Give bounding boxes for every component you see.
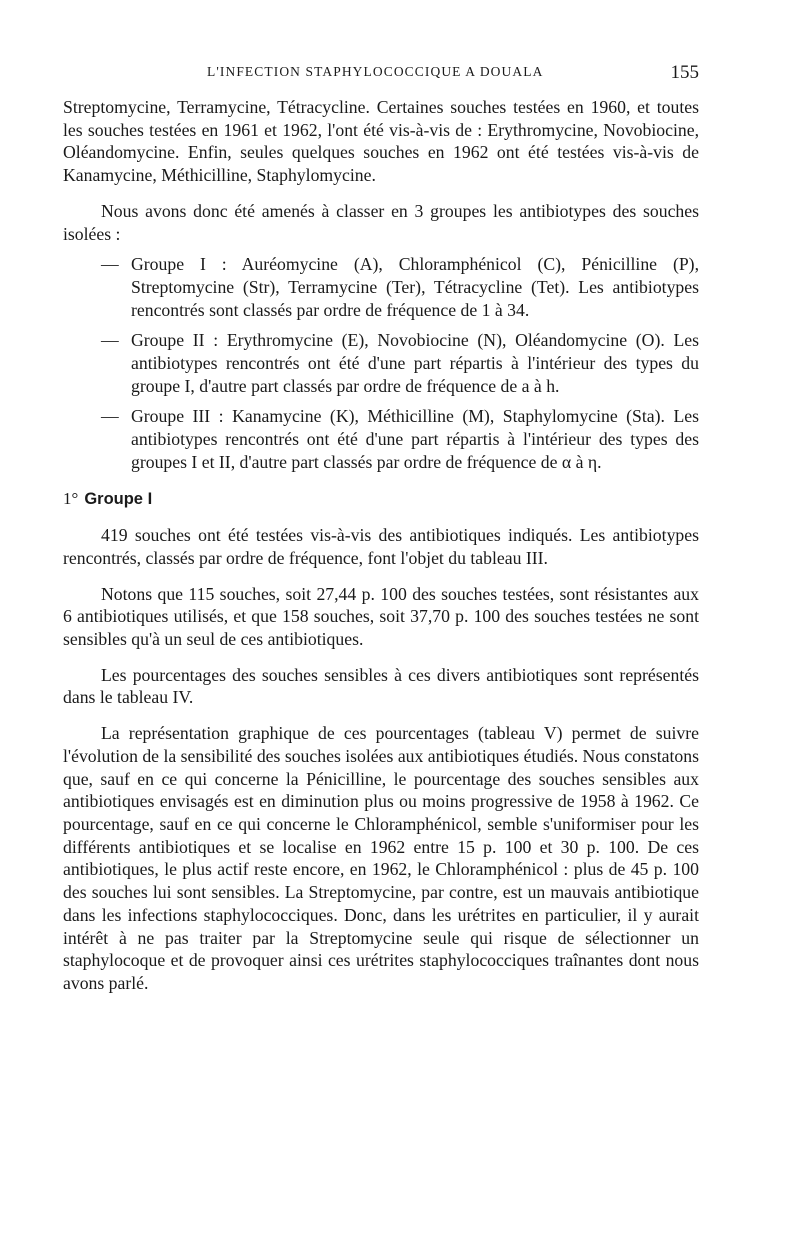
paragraph-graphical-representation: La représentation graphique de ces pourcentages (tableau V) permet de suivre l'évolution de la sensibilité des souches isolées aux antibiotiques étudiés. Nous constatons que, sauf en ce qui concerne la Pénicilline, le pourcentage des souches sensibles aux antibiotiques envisagés est en diminution plus ou moins progressive de 1958 à 1962. Ce pourcentage, sauf en ce qui concerne le Chloramphénicol, semble s'uniformiser pour les différents antibiotiques et se localise en 1962 entre 15 p. 100 et 30 p. 100. De ces antibiotiques, le plus actif reste encore, en 1962, le Chloramphénicol : plus de 45 p. 100 des souches lui sont sensibles. La Streptomycine, par contre, est un mauvais antibiotique dans les infections staphylococciques. Donc, dans les urétrites en particulier, il y aurait intérêt à ne pas traiter par la Streptomycine seule qui risque de sélectionner un staphylocoque et de provoquer ainsi ces urétrites staphylococciques traînantes dont nous avons parlé. xyxy=(63,723,699,993)
group-item-text: Groupe III : Kanamycine (K), Méthicilline (M), Staphylomycine (Sta). Les antibiotypes rencontrés ont été d'une part répartis à l'intérieur des types des groupes I et II, d'autre part classés par ordre de fréquence de α à η. xyxy=(131,406,699,472)
section-number: 1° xyxy=(63,488,79,508)
paragraph-strains-tested: 419 souches ont été testées vis-à-vis des antibiotiques indiqués. Les antibiotypes rencontrés, classés par ordre de fréquence, font l'objet du tableau III. xyxy=(63,525,699,568)
dash-marker: — xyxy=(101,406,119,427)
group-item-2 xyxy=(63,329,699,397)
paragraph-percentages: Les pourcentages des souches sensibles à ces divers antibiotiques sont représentés dans le tableau IV. xyxy=(63,664,699,708)
paragraph-resistant-strains: Notons que 115 souches, soit 27,44 p. 100 des souches testées, sont résistantes aux 6 antibiotiques utilisés, et que 158 souches, soit 37,70 p. 100 des souches testées ne sont sensibles qu'à un seul de ces antibiotiques. xyxy=(63,583,699,650)
group-item-text: Groupe II : Erythromycine (E), Novobiocine (N), Oléandomycine (O). Les antibiotypes rencontrés ont été d'une part répartis à l'intérieur des types du groupe I, d'autre part classés par ordre de fréquence de a à h. xyxy=(131,330,699,396)
group-item-1 xyxy=(63,253,699,321)
dash-marker: — xyxy=(101,330,119,351)
group-item-3 xyxy=(63,405,699,473)
running-title: L'INFECTION STAPHYLOCOCCIQUE A DOUALA xyxy=(207,64,544,79)
dash-marker: — xyxy=(101,254,119,275)
page-number: 155 xyxy=(670,62,699,83)
page-header xyxy=(63,62,699,86)
section-heading xyxy=(63,488,699,511)
section-title: Groupe I xyxy=(84,489,153,508)
paragraph-groups-intro: Nous avons donc été amenés à classer en 3 groupes les antibiotypes des souches isolées : xyxy=(63,200,699,244)
page-body xyxy=(63,96,699,995)
paragraph-continuation: Streptomycine, Terramycine, Tétracycline. Certaines souches testées en 1960, et toutes les souches testées en 1961 et 1962, l'ont été vis-à-vis de : Erythromycine, Novobiocine, Oléandomycine. Enfin, seules quelques souches en 1962 ont été testées vis-à-vis de Kanamycine, Méthicilline, Staphylomycine. xyxy=(63,97,699,186)
group-item-text: Groupe I : Auréomycine (A), Chloramphénicol (C), Pénicilline (P), Streptomycine (Str), Terramycine (Ter), Tétracycline (Tet). Les antibiotypes rencontrés sont classés par ordre de fréquence de 1 à 34. xyxy=(131,254,699,320)
